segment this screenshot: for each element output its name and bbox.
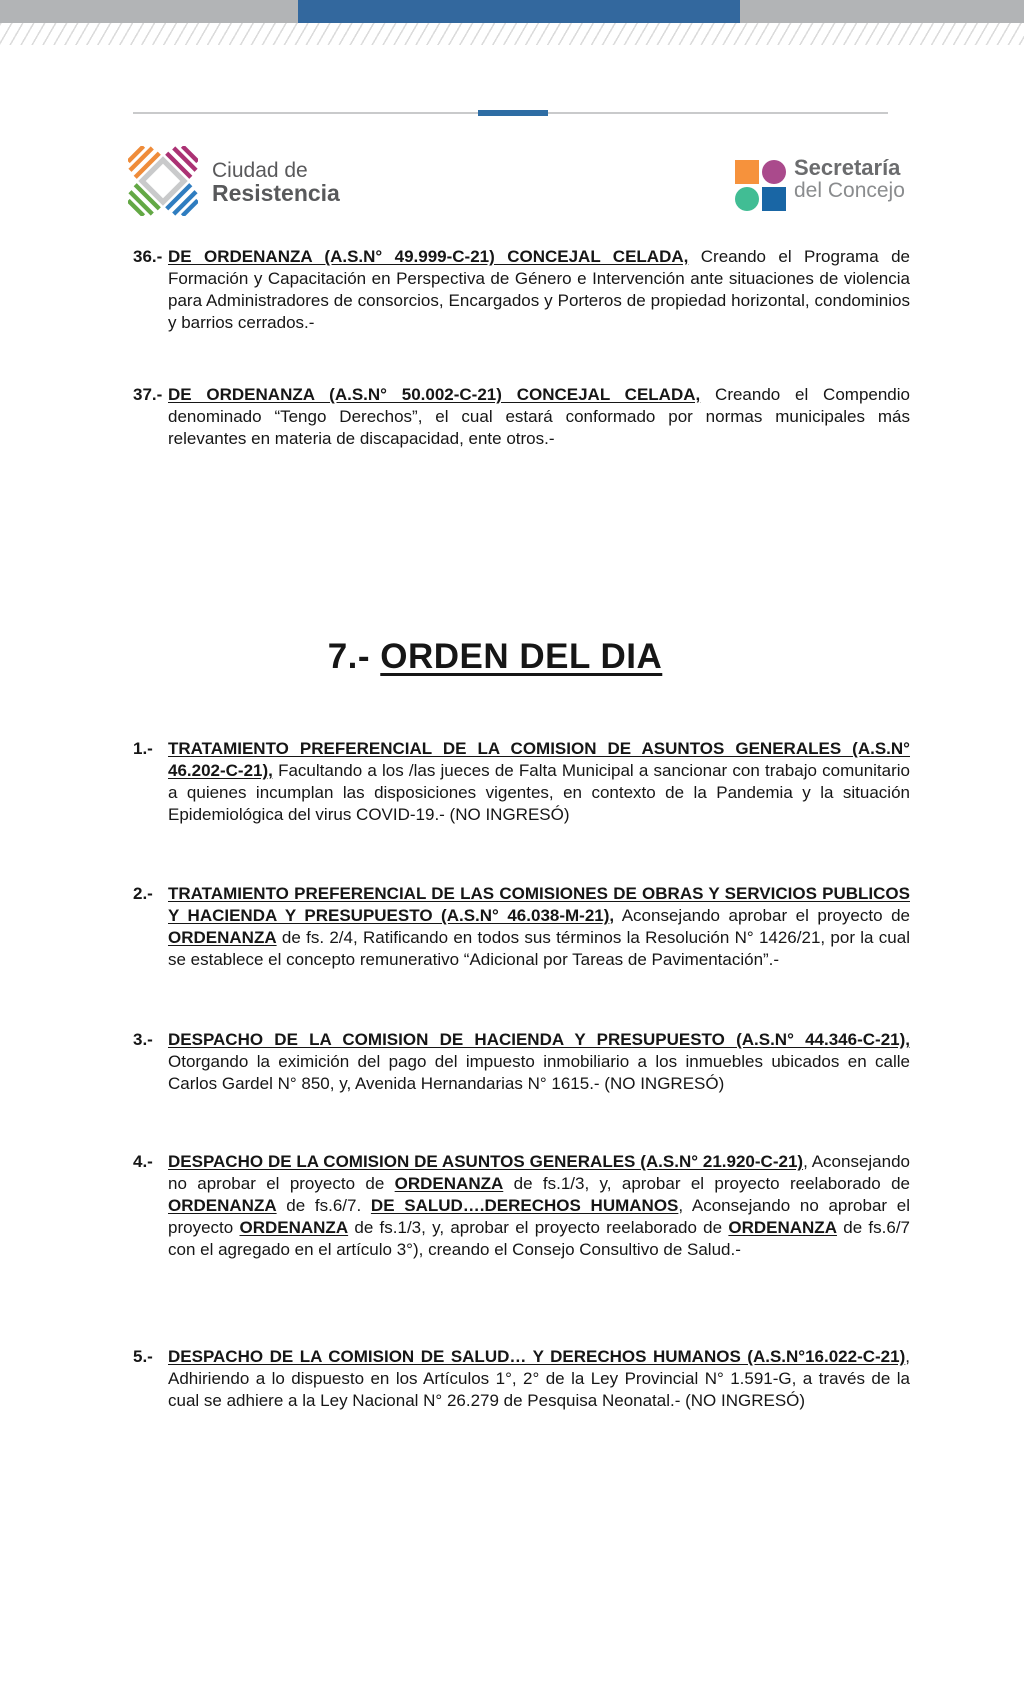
- item-number: 2.-: [133, 884, 153, 903]
- item-number: 1.-: [133, 739, 153, 758]
- item-number: 5.-: [133, 1347, 153, 1366]
- green-circle-icon: [735, 187, 759, 211]
- agenda-item-5: [133, 1346, 910, 1412]
- agenda-item-3: [133, 1029, 910, 1095]
- council-logo-line2: del Concejo: [794, 178, 905, 202]
- item-text: DESPACHO DE LA COMISION DE SALUD… Y DERECHOS HUMANOS (A.S.N°16.022-C-21), Adhiriendo a lo dispuesto en los Artículos 1°, 2° de la Ley Provincial N° 1.591-G, a través de la cual se adhiere a la Ley Nacional N° 26.279 de Pesquisa Neonatal.- (NO INGRESÓ): [168, 1347, 910, 1410]
- item-number: 4.-: [133, 1152, 153, 1171]
- agenda-item-36: [133, 246, 910, 334]
- blue-square-icon: [762, 187, 786, 211]
- diamond-hatch-icon: [128, 146, 198, 216]
- four-shapes-icon: [735, 160, 786, 211]
- agenda-item-2: [133, 883, 910, 971]
- city-logo-line2: Resistencia: [212, 179, 340, 206]
- diagonal-stripes-band: [0, 23, 1024, 45]
- item-text: DESPACHO DE LA COMISION DE HACIENDA Y PRESUPUESTO (A.S.N° 44.346-C-21), Otorgando la eximición del pago del impuesto inmobiliario a los inmuebles ubicados en calle Carlos Gardel N° 850, y, Avenida Hernandarias N° 1615.- (NO INGRESÓ): [168, 1030, 910, 1093]
- top-decoration-bar-blue-segment: [298, 0, 740, 23]
- item-text: DE ORDENANZA (A.S.N° 50.002-C-21) CONCEJAL CELADA, Creando el Compendio denominado “Tengo Derechos”, el cual estará conformado por normas municipales más relevantes en materia de discapacidad, ente otros.-: [168, 385, 910, 448]
- section-heading: 7.- ORDEN DEL DIA: [327, 637, 663, 676]
- top-decoration-bar: [0, 0, 1024, 23]
- header-rule-blue-segment: [478, 110, 548, 116]
- magenta-circle-icon: [762, 160, 786, 184]
- council-logo-line1: Secretaría: [794, 155, 901, 180]
- item-number: 37.-: [133, 385, 163, 404]
- city-logo-line1: Ciudad de: [212, 159, 308, 182]
- header-rule: [133, 112, 888, 114]
- orange-square-icon: [735, 160, 759, 184]
- agenda-item-1: [133, 738, 910, 826]
- item-number: 3.-: [133, 1030, 153, 1049]
- item-text: DESPACHO DE LA COMISION DE ASUNTOS GENERALES (A.S.N° 21.920-C-21), Aconsejando no aprobar el proyecto de ORDENANZA de fs.1/3, y, aprobar el proyecto reelaborado de ORDENANZA de fs.6/7. DE SALUD….DERECHOS HUMANOS, Aconsejando no aprobar el proyecto ORDENANZA de fs.1/3, y, aprobar el proyecto reelaborado de ORDENANZA de fs.6/7 con el agregado en el artículo 3°), creando el Consejo Consultivo de Salud.-: [168, 1152, 910, 1259]
- agenda-item-37: [133, 384, 910, 450]
- item-number: 36.-: [133, 247, 163, 266]
- item-text: TRATAMIENTO PREFERENCIAL DE LAS COMISIONES DE OBRAS Y SERVICIOS PUBLICOS Y HACIENDA Y PRESUPUESTO (A.S.N° 46.038-M-21), Aconsejando aprobar el proyecto de ORDENANZA de fs. 2/4, Ratificando en todos sus términos la Resolución N° 1426/21, por la cual se establece el concepto remunerativo “Adicional por Tareas de Pavimentación”.-: [168, 884, 910, 969]
- item-text: TRATAMIENTO PREFERENCIAL DE LA COMISION DE ASUNTOS GENERALES (A.S.N° 46.202-C-21), Facultando a los /las jueces de Falta Municipal a sancionar con trabajo comunitario a quienes incumplan las disposiciones vigentes, en contexto de la Pandemia y la situación Epidemiológica del virus COVID-19.- (NO INGRESÓ): [168, 739, 910, 824]
- council-secretary-logo: [735, 155, 905, 211]
- city-of-resistencia-logo: [128, 146, 340, 216]
- agenda-item-4: [133, 1151, 910, 1261]
- item-text: DE ORDENANZA (A.S.N° 49.999-C-21) CONCEJAL CELADA, Creando el Programa de Formación y Capacitación en Perspectiva de Género e Intervención ante situaciones de violencia para Administradores de consorcios, Encargados y Porteros de propiedad horizontal, condominios y barrios cerrados.-: [168, 247, 910, 332]
